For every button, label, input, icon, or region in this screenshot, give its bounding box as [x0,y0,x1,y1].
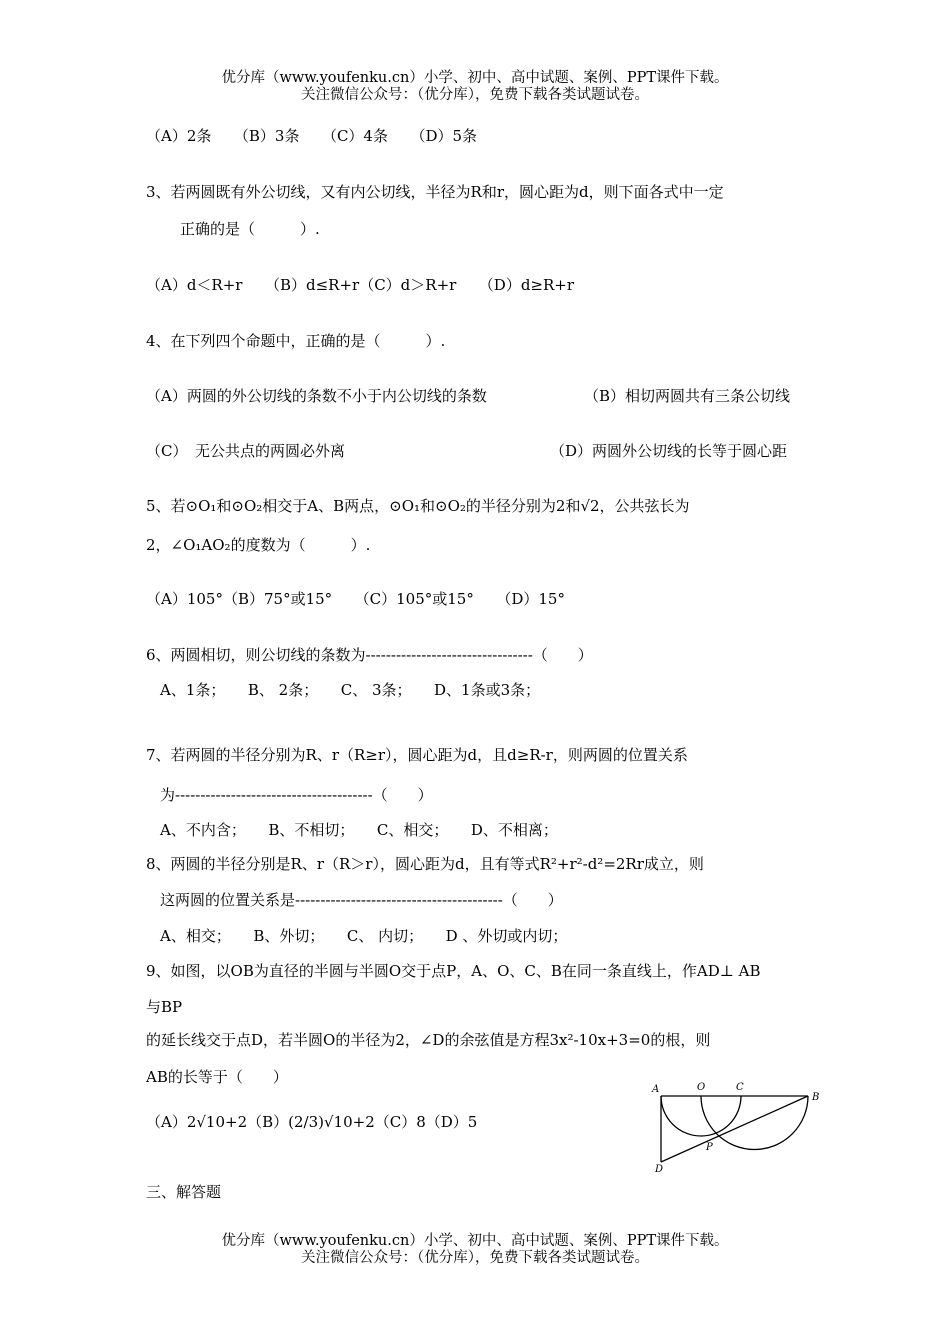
page-footer [0,1233,950,1267]
q7-stem-line2: 为---------------------------------------（ ） [160,786,433,804]
q6-stem: 6、两圆相切，则公切线的条数为---------------------------------（ ） [146,646,593,664]
q7-stem-line1: 7、若两圆的半径分别为R、r（R≥r），圆心距为d，且d≥R-r，则两圆的位置关系 [146,746,688,764]
q5-options: （A）105°（B）75°或15° （C）105°或15° （D）15° [146,590,565,608]
q9-stem-line1: 9、如图，以OB为直径的半圆与半圆O交于点P，A、O、C、B在同一条直线上，作AD⊥ AB [146,962,761,980]
q4-option-a: （A）两圆的外公切线的条数不小于内公切线的条数 [146,387,487,405]
q5-stem-line1: 5、若⊙O₁和⊙O₂相交于A、B两点，⊙O₁和⊙O₂的半径分别为2和√2，公共弦长为 [146,497,690,515]
section-3-title: 三、解答题 [146,1183,222,1201]
q5-stem-line2: 2，∠O₁AO₂的度数为（ ）. [146,536,371,554]
footer-line-2: 关注微信公众号：（优分库），免费下载各类试题试卷。 [301,1250,649,1266]
label-c: C [736,1082,744,1093]
label-a: A [652,1084,660,1095]
header-line-1: 优分库（www.youfenku.cn）小学、初中、高中试题、案例、PPT课件下载。 [221,70,729,86]
q4-option-d: （D）两圆外公切线的长等于圆心距 [550,442,788,460]
q8-stem-line1: 8、两圆的半径分别是R、r（R＞r），圆心距为d，且有等式R²+r²-d²=2Rr成立，则 [146,855,704,873]
semicircle-ob [701,1096,808,1149]
line-db [661,1096,808,1162]
q9-options: （A）2√10+2（B）(2/3)√10+2（C）8（D）5 [146,1113,478,1131]
q8-options: A、相交； B、外切； C、 内切； D 、外切或内切； [160,927,568,945]
q7-options: A、不内含； B、不相切； C、相交； D、不相离； [160,821,558,839]
q9-stem-line2: 与BP [146,998,183,1016]
header-line-2: 关注微信公众号：（优分库），免费下载各类试题试卷。 [301,87,649,103]
q4-stem: 4、在下列四个命题中，正确的是（ ）. [146,332,446,350]
q4-option-b: （B）相切两圆共有三条公切线 [584,387,791,405]
q3-stem-line1: 3、若两圆既有外公切线，又有内公切线，半径为R和r，圆心距为d，则下面各式中一定 [146,183,724,201]
label-o: O [697,1082,706,1093]
q9-stem-line3: 的延长线交于点D，若半圆O的半径为2，∠D的余弦值是方程3x²-10x+3=0的根，则 [146,1031,711,1049]
q6-options: A、1条； B、 2条； C、 3条； D、1条或3条； [160,681,541,699]
q4-option-c: （C） 无公共点的两圆必外离 [146,442,345,460]
label-p: P [706,1142,713,1153]
label-d: D [655,1164,664,1173]
q2-options: （A）2条 （B）3条 （C）4条 （D）5条 [146,127,478,145]
q9-geometry-figure [648,1078,838,1173]
page-header [0,70,950,104]
q3-options: （A）d＜R+r （B）d≤R+r（C）d＞R+r （D）d≥R+r [146,276,575,294]
label-b: B [812,1092,820,1103]
footer-line-1: 优分库（www.youfenku.cn）小学、初中、高中试题、案例、PPT课件下载。 [221,1233,729,1249]
q3-stem-line2: 正确的是（ ）. [180,220,320,238]
q8-stem-line2: 这两圆的位置关系是-----------------------------------------（ ） [160,891,563,909]
q9-stem-line4: AB的长等于（ ） [146,1068,288,1086]
